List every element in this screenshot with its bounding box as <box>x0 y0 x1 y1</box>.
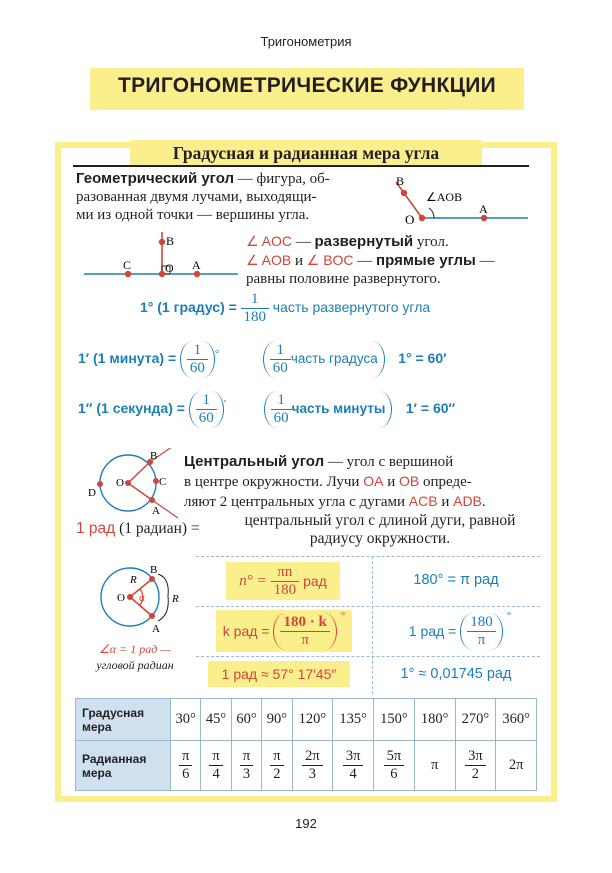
fig2-label-o: O <box>165 261 174 275</box>
running-header: Тригонометрия <box>260 34 352 49</box>
formula-1-deg-approx: 1° ≈ 0,01745 рад <box>400 666 512 682</box>
formula-1-rad: 1 рад = $\frac{180}{\pi}$ ° <box>408 610 512 648</box>
fig4-label-a: A <box>152 623 160 635</box>
fig3-label-o: O <box>116 477 124 489</box>
second-definition: 1″ (1 секунда) = $\frac{1}{60}$ ′ $\frac{1}{60}$ часть минуты 1′ = 60″ <box>78 392 456 426</box>
table-cell: 90° <box>262 699 292 741</box>
radian-definition: 1 рад (1 радиан) = <box>76 520 200 537</box>
fig2-label-b: B <box>166 234 175 248</box>
fig3-label-c: C <box>159 476 167 488</box>
table-cell: $\frac{3\pi}{2}$ <box>455 741 496 791</box>
fig2-label-a: A <box>192 258 201 272</box>
fig4-label-r1: R <box>130 574 137 586</box>
angle-aob-figure <box>388 172 538 232</box>
table-cell: $\frac{\pi}{4}$ <box>201 741 231 791</box>
central-angle-definition: Центральный угол — угол с вершиной в центре окружности. Лучи OA и OB опреде- ляют 2 центральных угла с дугами ACB и ADB. <box>184 453 486 510</box>
table-cell: $\frac{5\pi}{6}$ <box>374 741 415 791</box>
fig4-label-o: O <box>117 592 125 604</box>
table-row <box>76 741 537 791</box>
page-title: ТРИГОНОМЕТРИЧЕСКИЕ ФУНКЦИИ <box>118 74 496 97</box>
section-subtitle: Градусная и радианная мера угла <box>172 143 440 163</box>
table-cell: π <box>414 741 455 791</box>
table-cell: $\frac{\pi}{3}$ <box>231 741 261 791</box>
fig4-label-alpha: α <box>139 592 145 604</box>
minute-definition: 1′ (1 минута) = $\frac{1}{60}$ ° $\frac{1}{60}$ часть градуса 1° = 60′ <box>78 342 447 376</box>
central-angle-figure <box>82 448 180 522</box>
table-cell: $\frac{\pi}{6}$ <box>171 741 201 791</box>
grid-line <box>196 606 540 607</box>
table-cell: 60° <box>231 699 261 741</box>
radian-figure <box>88 560 188 640</box>
radian-caption: ∠α = 1 рад — угловой радиан <box>96 642 174 672</box>
fig3-label-d: D <box>88 487 96 499</box>
fig1-label-b: B <box>396 174 405 188</box>
fig2-label-c: C <box>123 258 132 272</box>
fig3-label-b: B <box>150 450 158 462</box>
fig1-label-a: A <box>479 202 488 216</box>
fig1-angle-label: ∠AOB <box>426 190 463 204</box>
table-cell: 120° <box>292 699 333 741</box>
fig3-label-a: A <box>152 505 160 517</box>
table-row <box>76 699 537 741</box>
formula-1-rad-approx: 1 рад ≈ 57° 17′45″ <box>208 661 350 687</box>
table-cell: $\frac{3\pi}{4}$ <box>333 741 374 791</box>
table-cell: 180° <box>414 699 455 741</box>
fig1-label-o: O <box>405 212 415 227</box>
table-cell: 30° <box>171 699 201 741</box>
grid-line <box>196 656 540 657</box>
fig4-label-b: B <box>150 564 158 576</box>
subtitle-rule <box>73 165 529 167</box>
table-cell: 150° <box>374 699 415 741</box>
radian-definition-text: центральный угол с длиной дуги, равной радиусу окружности. <box>244 512 516 547</box>
degree-definition: 1° (1 градус) = $\frac{1}{180}$ часть развернутого угла <box>140 291 431 325</box>
table-header-degrees: Градусная мера <box>76 699 171 741</box>
table-cell: $\frac{\pi}{2}$ <box>262 741 292 791</box>
formula-n-degrees: n° = $\frac{\pi n}{180}$ рад <box>226 562 340 600</box>
table-cell: 45° <box>201 699 231 741</box>
table-header-radians: Радианная мера <box>76 741 171 791</box>
table-cell: 270° <box>455 699 496 741</box>
straight-angle-text: ∠ AOC — развернутый угол. ∠ AOB и ∠ BOC — прямые углы — равны половине развернутого. <box>246 233 495 287</box>
page-number: 192 <box>295 816 317 831</box>
straight-angle-figure <box>80 228 240 286</box>
fig4-label-r2: R <box>172 593 179 605</box>
table-cell: 2π <box>496 741 537 791</box>
formula-k-radians: k рад = $\frac{180 \cdot k}{\pi}$ ° <box>216 610 352 652</box>
table-cell: 360° <box>496 699 537 741</box>
table-cell: $\frac{2\pi}{3}$ <box>292 741 333 791</box>
conversion-table <box>75 698 537 791</box>
grid-line <box>196 556 540 557</box>
formula-180-deg: 180° = π рад <box>413 572 499 588</box>
table-cell: 135° <box>333 699 374 741</box>
geometric-angle-definition: Геометрический угол — фигура, об- разованная двумя лучами, выходящи- ми из одной точки — вершины угла. <box>76 170 330 223</box>
